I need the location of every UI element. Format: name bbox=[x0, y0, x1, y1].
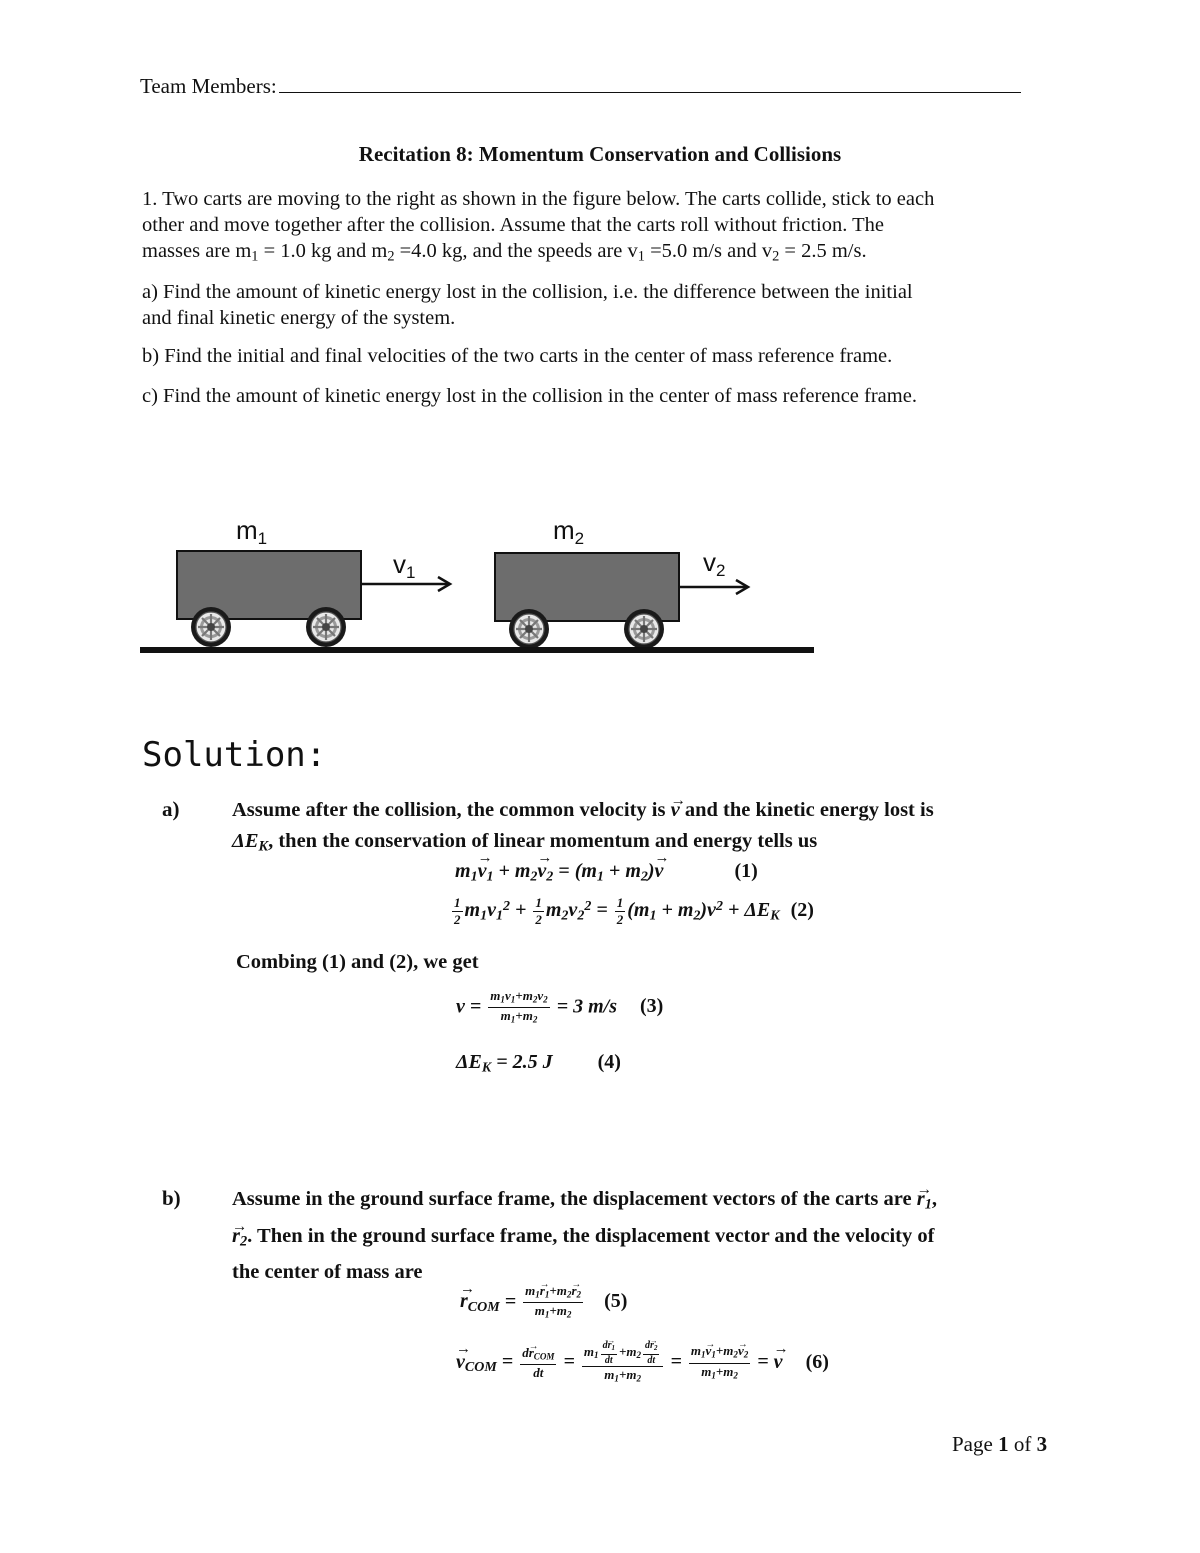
equation-6: → $v_{COM}$ = $\frac{d\to r_{COM}}{dt}$ = $m_1$ $\frac{d\to r_1}{dt}$ $+m_2$ $\frac{d\to r_2}{dt}$ $m_1+m_2$ = $\frac{m_1\to v_1+m_2\to v_2}{m_1+m_2}$ = → v (6) bbox=[456, 1340, 829, 1386]
team-members-field bbox=[140, 72, 1021, 99]
equation-4: $\Delta E_K = 2.5$ J (4) bbox=[456, 1051, 621, 1076]
solution-b-label: b) bbox=[162, 1186, 181, 1210]
cart-1-wheel-right bbox=[306, 607, 346, 647]
solution-a-text: Assume after the collision, the common velocity is → v and the kinetic energy lost is $\Delta E_K$, then the conservation of linear momentum and energy tells us bbox=[232, 795, 1072, 863]
equation-2: $\frac{1}{2}$ $m_1v_1^2$ + $\frac{1}{2}$ $m_2v_2^2$ = $\frac{1}{2}$ $(m_1 + m_2)v^2 + \Delta E_K$ (2) bbox=[454, 895, 814, 927]
solution-a-label: a) bbox=[162, 797, 180, 821]
equation-1: $m_1\to v_1 + m_2\to v_2 = (m_1 + m_2)\to v$ (1) bbox=[455, 860, 758, 886]
combining-text: Combing (1) and (2), we get bbox=[236, 951, 479, 973]
equation-5: → $r_{COM}$ = $\frac{m_1\to r_1+m_2\to r_2}{m_1+m_2}$ (5) bbox=[460, 1283, 627, 1323]
label-v1: v1 bbox=[393, 549, 416, 582]
page-title: Recitation 8: Momentum Conservation and Collisions bbox=[358, 142, 842, 166]
part-a-question: a) Find the amount of kinetic energy lost in the collision, i.e. the difference between the initial and final kinetic energy of the system. bbox=[142, 281, 913, 329]
ground-line bbox=[140, 647, 814, 653]
problem-line-3: masses are $m_1 = 1.0$ kg and $m_2 =4.0$ kg, and the speeds are $v_1 =5.0$ m/s and $v_2 = 2.5$ m/s. bbox=[142, 240, 867, 265]
cart-1-wheel-left bbox=[191, 607, 231, 647]
label-m2: m2 bbox=[553, 515, 585, 548]
cart-2-wheel-right bbox=[624, 609, 664, 649]
part-b-question: b) Find the initial and final velocities of the two carts in the center of mass reference frame. bbox=[142, 345, 893, 367]
problem-statement bbox=[142, 186, 1062, 270]
problem-line-1: 1. Two carts are moving to the right as shown in the figure below. The carts collide, stick to each bbox=[142, 188, 935, 210]
label-v2: v2 bbox=[703, 547, 726, 580]
team-members-blank-line[interactable] bbox=[279, 72, 1021, 93]
page-number: Page 1 of 3 bbox=[952, 1432, 1048, 1456]
problem-line-2: other and move together after the collision. Assume that the carts roll without friction. The bbox=[142, 214, 884, 236]
solution-b-text: Assume in the ground surface frame, the displacement vectors of the carts are → $r_1$, → $r_2$. Then in the ground surface frame, the displacement vector and the velocity of the center of mass are bbox=[232, 1184, 1082, 1288]
label-m1: m1 bbox=[236, 515, 268, 548]
part-c-question: c) Find the amount of kinetic energy lost in the collision in the center of mass reference frame. bbox=[142, 385, 917, 407]
equation-3: v = $\frac{m_1v_1+m_2v_2}{m_1+m_2}$ = 3 m/s (3) bbox=[456, 988, 664, 1025]
carts-figure bbox=[140, 505, 820, 660]
cart-2-wheel-left bbox=[509, 609, 549, 649]
solution-heading: Solution: bbox=[142, 735, 327, 775]
team-members-label: Team Members: bbox=[140, 74, 277, 98]
